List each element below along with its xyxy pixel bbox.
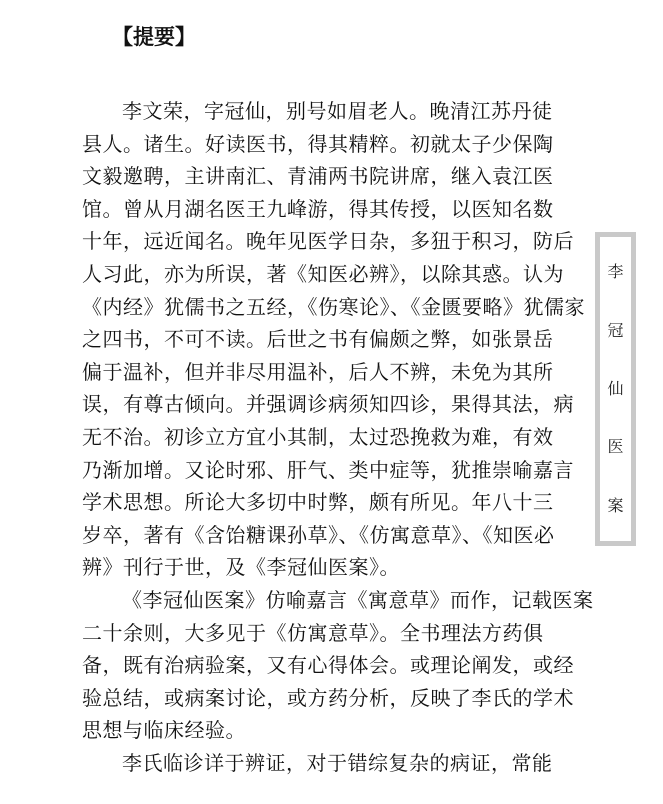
text-line: 《内经》犹儒书之五经，《伤寒论》、《金匮要略》犹儒家 [82, 294, 585, 319]
text-line: 误，有尊古倾向。并强调诊病须知四诊，果得其法，病 [82, 392, 574, 417]
text-line: 十年，远近闻名。晚年见医学日杂，多狃于积习，防后 [82, 229, 574, 254]
text-line: 辨》刊行于世，及《李冠仙医案》。 [82, 555, 400, 580]
text-line: 二十余则，大多见于《仿寓意草》。全书理法方药俱 [82, 620, 544, 645]
side-tab [595, 232, 636, 546]
text-line: 备，既有治病验案，又有心得体会。或理论阐发，或经 [82, 653, 574, 678]
side-tab-char: 医 [607, 437, 624, 457]
section-heading: 【提要】 [112, 25, 196, 49]
side-tab-char: 冠 [607, 320, 624, 340]
text-line: 李氏临诊详于辨证，对于错综复杂的病证，常能 [122, 750, 553, 775]
body-text [82, 95, 594, 779]
text-line: 乃渐加增。又论时邪、肝气、类中症等，犹推崇喻嘉言 [82, 457, 574, 482]
text-line: 《李冠仙医案》仿喻嘉言《寓意草》而作，记载医案 [122, 587, 594, 612]
text-line: 偏于温补，但并非尽用温补，后人不辨，未免为其所 [82, 359, 554, 384]
text-line: 验总结，或病案讨论，或方药分析，反映了李氏的学术 [82, 685, 574, 710]
text-line: 之四书，不可不读。后世之书有偏颇之弊，如张景岳 [82, 327, 554, 352]
side-tab-char: 案 [607, 495, 624, 515]
text-line: 无不治。初诊立方宜小其制，太过恐挽救为难，有效 [82, 424, 554, 449]
side-tab-char: 李 [607, 262, 624, 282]
text-line: 人习此，亦为所误，著《知医必辨》，以除其惑。认为 [82, 261, 564, 286]
side-tab-inner [600, 237, 631, 541]
text-line: 岁卒，著有《含饴糖课孙草》、《仿寓意草》、《知医必 [82, 522, 555, 547]
text-line: 学术思想。所论大多切中时弊，颇有所见。年八十三 [82, 490, 554, 515]
text-line: 李文荣，字冠仙，别号如眉老人。晚清江苏丹徒 [122, 99, 553, 123]
side-tab-char: 仙 [607, 378, 624, 398]
text-line: 县人。诸生。好读医书，得其精粹。初就太子少保陶 [82, 131, 554, 156]
text-line: 文毅邀聘，主讲南汇、青浦两书院讲席，继入袁江医 [82, 164, 554, 189]
text-line: 馆。曾从月湖名医王九峰游，得其传授，以医知名数 [82, 196, 554, 221]
text-line: 思想与临床经验。 [82, 718, 246, 743]
